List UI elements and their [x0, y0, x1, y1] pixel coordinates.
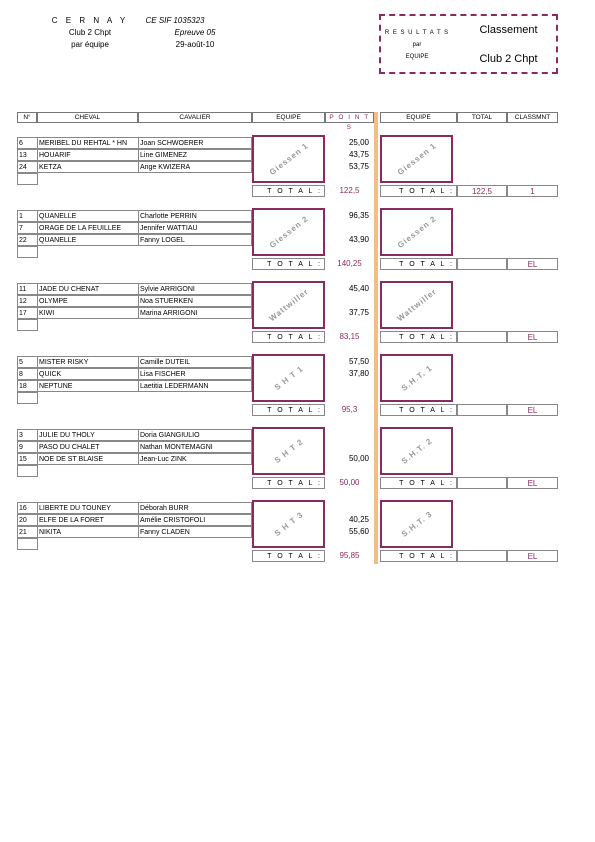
rider-name: Jean-Luc ZINK: [138, 453, 252, 465]
horse-name: QUANELLE: [37, 234, 139, 246]
rider-points: 40,25: [348, 515, 369, 524]
team-rank: EL: [507, 331, 558, 343]
rider-name: Jennifer WATTIAU: [138, 222, 252, 234]
team-box-left: [252, 354, 325, 402]
horse-name: LIBERTE DU TOUNEY: [37, 502, 139, 514]
event-type: par équipe: [71, 40, 109, 49]
rider-num: 3: [17, 429, 38, 441]
team-rank: EL: [507, 258, 558, 270]
team-total: 122,5: [339, 186, 360, 195]
rider-name: Laetitia LEDERMANN: [138, 380, 252, 392]
rider-num: 13: [17, 149, 38, 161]
results-par: par: [412, 42, 422, 48]
rider-name: Lisa FISCHER: [138, 368, 252, 380]
rider-points: [325, 380, 370, 392]
rider-name: Joan SCHWOERER: [138, 137, 252, 149]
team-box-right: [380, 500, 453, 548]
team-name-right: Giessen 2: [395, 214, 438, 250]
team-total: 83,15: [339, 332, 360, 341]
rider-name: Ange KWIZERA: [138, 161, 252, 173]
total-label: T O T A L :: [252, 404, 325, 416]
rider-points: 37,75: [348, 308, 369, 317]
rider-num: 22: [17, 234, 38, 246]
team-total-right: [457, 404, 507, 416]
team-total-right: [457, 477, 507, 489]
rider-points: 37,80: [348, 369, 369, 378]
classement-title: Classement: [479, 24, 538, 36]
team-name: Giessen 1: [267, 141, 310, 177]
team-box-right: [380, 427, 453, 475]
team-total-right: [457, 550, 507, 562]
team-total-right: [457, 331, 507, 343]
rider-num: 17: [17, 307, 38, 319]
rider-name: Doria GIANGIULIO: [138, 429, 252, 441]
rider-points: 57,50: [348, 357, 369, 366]
team-name-right: S.H.T. 2: [399, 436, 434, 466]
col-total: TOTAL: [457, 112, 507, 123]
total-label-right: T O T A L :: [380, 258, 457, 270]
horse-name: JADE DU CHENAT: [37, 283, 139, 295]
rider-num: 24: [17, 161, 38, 173]
team-total-right: 122,5: [457, 185, 507, 197]
total-label: T O T A L :: [252, 331, 325, 343]
rider-points: 53,75: [348, 162, 369, 171]
team-name-right: S.H.T. 1: [399, 363, 434, 393]
team-rank: EL: [507, 404, 558, 416]
team-box-right: [380, 354, 453, 402]
rider-num: [17, 319, 38, 331]
col-rank: CLASSMNT: [507, 112, 558, 123]
rider-num: [17, 465, 38, 477]
rider-points: 43,90: [348, 235, 369, 244]
rider-name: Nathan MONTEMAGNI: [138, 441, 252, 453]
rider-num: 6: [17, 137, 38, 149]
team-total-right: [457, 258, 507, 270]
team-total: 50,00: [339, 478, 360, 487]
horse-name: NEPTUNE: [37, 380, 139, 392]
team-box-left: [252, 135, 325, 183]
col-team: EQUIPE: [252, 112, 325, 123]
rider-num: [17, 173, 38, 185]
rider-name: Noa STUERKEN: [138, 295, 252, 307]
team-name: Wattwiller: [267, 286, 310, 324]
rider-points: 25,00: [348, 138, 369, 147]
horse-name: KETZA: [37, 161, 139, 173]
rider-num: 20: [17, 514, 38, 526]
rider-points: [325, 441, 370, 453]
col-team-right: EQUIPE: [380, 112, 457, 123]
club-chpt-title: Club 2 Chpt: [479, 53, 538, 65]
rider-num: 7: [17, 222, 38, 234]
horse-name: JULIE DU THOLY: [37, 429, 139, 441]
rider-points: 43,75: [348, 150, 369, 159]
team-rank: EL: [507, 477, 558, 489]
cs-number: CE SIF 1035323: [145, 16, 205, 25]
club-name: C E R N A Y: [51, 16, 129, 25]
category: Club 2 Chpt: [68, 28, 112, 37]
rider-num: 15: [17, 453, 38, 465]
horse-name: NOE DE ST BLAISE: [37, 453, 139, 465]
rider-points: 96,35: [348, 211, 369, 220]
rider-name: Camille DUTEIL: [138, 356, 252, 368]
rider-num: 18: [17, 380, 38, 392]
col-num: N°: [17, 112, 37, 123]
rider-name: Déborah BURR: [138, 502, 252, 514]
team-total: 95,3: [341, 405, 358, 414]
results-label: R E S U L T A T S: [384, 30, 450, 36]
horse-name: ELFE DE LA FORET: [37, 514, 139, 526]
team-name: S H T 1: [272, 363, 305, 393]
rider-points: [325, 502, 370, 514]
team-total: 95,85: [339, 551, 360, 560]
total-label-right: T O T A L :: [380, 550, 457, 562]
team-name-right: Giessen 1: [395, 141, 438, 177]
total-label-right: T O T A L :: [380, 185, 457, 197]
rider-points: 50,00: [348, 454, 369, 463]
rider-num: 16: [17, 502, 38, 514]
team-rank: 1: [507, 185, 558, 197]
team-name-right: Wattwiller: [395, 286, 438, 324]
rider-name: Marina ARRIGONI: [138, 307, 252, 319]
horse-name: ORAGE DE LA FEUILLEE: [37, 222, 139, 234]
team-box-left: [252, 500, 325, 548]
team-box-right: [380, 135, 453, 183]
rider-num: 12: [17, 295, 38, 307]
rider-points: [325, 295, 370, 307]
rider-name: Amélie CRISTOFOLI: [138, 514, 252, 526]
column-divider: [374, 112, 378, 564]
horse-name: PASO DU CHALET: [37, 441, 139, 453]
rider-name: Fanny CLADEN: [138, 526, 252, 538]
total-label: T O T A L :: [252, 258, 325, 270]
rider-num: 1: [17, 210, 38, 222]
col-points: P O I N T S: [325, 112, 374, 123]
team-name: S H T 2: [272, 436, 305, 466]
rider-name: Line GIMENEZ: [138, 149, 252, 161]
total-label-right: T O T A L :: [380, 331, 457, 343]
event-date: 29-août-10: [175, 40, 215, 49]
total-label-right: T O T A L :: [380, 477, 457, 489]
team-name: S H T 3: [272, 509, 305, 539]
rider-points: [325, 429, 370, 441]
rider-name: Fanny LOGEL: [138, 234, 252, 246]
horse-name: MISTER RISKY: [37, 356, 139, 368]
rider-points: 55,60: [348, 527, 369, 536]
rider-name: Charlotte PERRIN: [138, 210, 252, 222]
team-name-right: S.H.T. 3: [399, 509, 434, 539]
rider-num: 5: [17, 356, 38, 368]
horse-name: NIKITA: [37, 526, 139, 538]
team-box-left: [252, 208, 325, 256]
horse-name: QUANELLE: [37, 210, 139, 222]
results-equipe: EQUIPE: [405, 54, 429, 60]
team-name: Giessen 2: [267, 214, 310, 250]
rider-num: 8: [17, 368, 38, 380]
results-box: [379, 14, 558, 74]
total-label: T O T A L :: [252, 477, 325, 489]
total-label-right: T O T A L :: [380, 404, 457, 416]
team-box-left: [252, 427, 325, 475]
team-total: 140,25: [337, 259, 362, 268]
horse-name: KIWI: [37, 307, 139, 319]
team-box-right: [380, 208, 453, 256]
team-rank: EL: [507, 550, 558, 562]
rider-num: 21: [17, 526, 38, 538]
rider-points: [325, 222, 370, 234]
horse-name: QUICK: [37, 368, 139, 380]
rider-num: 11: [17, 283, 38, 295]
col-rider: CAVALIER: [138, 112, 252, 123]
rider-num: 9: [17, 441, 38, 453]
epreuve: Epreuve 05: [174, 28, 216, 37]
rider-num: [17, 392, 38, 404]
col-horse: CHEVAL: [37, 112, 138, 123]
team-box-left: [252, 281, 325, 329]
horse-name: HOUARIF: [37, 149, 139, 161]
team-box-right: [380, 281, 453, 329]
horse-name: MERIBEL DU REHTAL * HN: [37, 137, 139, 149]
horse-name: OLYMPE: [37, 295, 139, 307]
total-label: T O T A L :: [252, 185, 325, 197]
rider-num: [17, 246, 38, 258]
rider-name: Sylvie ARRIGONI: [138, 283, 252, 295]
rider-points: 45,40: [348, 284, 369, 293]
total-label: T O T A L :: [252, 550, 325, 562]
rider-num: [17, 538, 38, 550]
